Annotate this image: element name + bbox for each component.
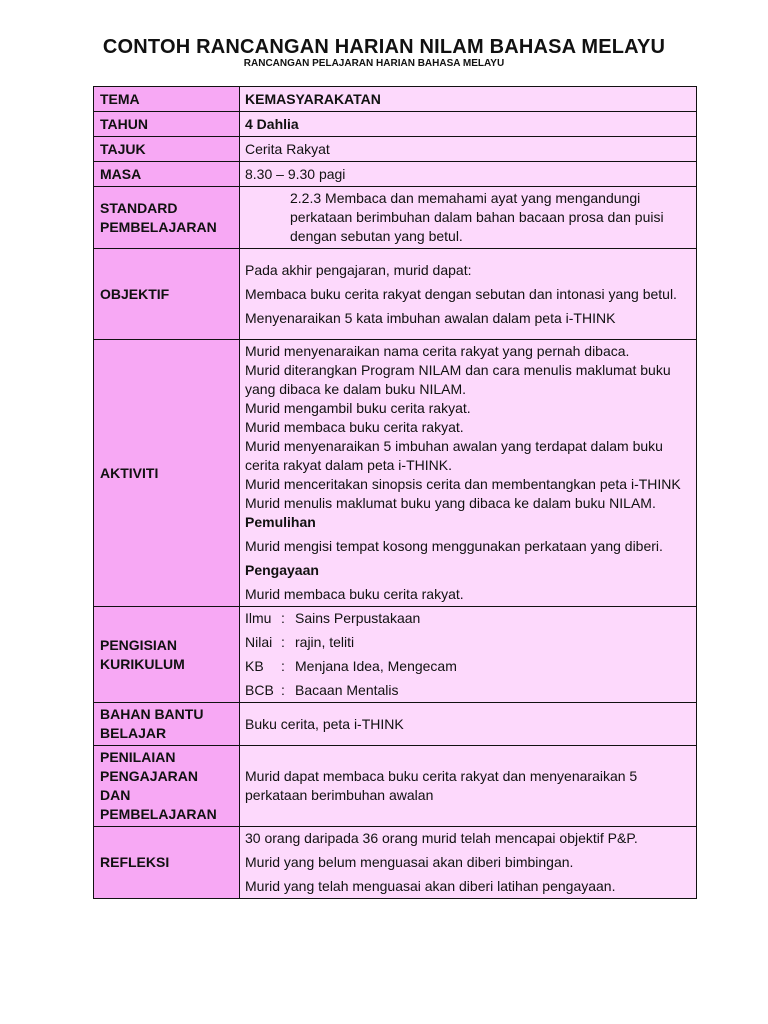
row-bahan xyxy=(94,703,697,746)
label-tema: TEMA xyxy=(94,87,240,112)
row-refleksi xyxy=(94,827,697,899)
value-objektif xyxy=(240,249,697,340)
label-penilaian xyxy=(94,746,240,827)
row-objektif xyxy=(94,249,697,340)
label-refleksi: REFLEKSI xyxy=(94,827,240,899)
value-tajuk: Cerita Rakyat xyxy=(240,137,697,162)
row-tahun xyxy=(94,112,697,137)
page-title: CONTOH RANCANGAN HARIAN NILAM BAHASA MELAYU xyxy=(102,36,666,58)
row-aktiviti xyxy=(94,340,697,607)
pengisian-value: Menjana Idea, Mengecam xyxy=(295,658,457,674)
label-tahun: TAHUN xyxy=(94,112,240,137)
aktiviti-item: Murid menceritakan sinopsis cerita dan membentangkan peta i-THINK xyxy=(245,476,681,492)
label-pengisian xyxy=(94,607,240,703)
aktiviti-item: Murid menyenaraikan nama cerita rakyat yang pernah dibaca. xyxy=(245,343,630,359)
row-penilaian xyxy=(94,746,697,827)
lesson-plan-table xyxy=(93,86,697,899)
label-masa: MASA xyxy=(94,162,240,187)
label-penilaian-line: PENGAJARAN xyxy=(100,768,199,784)
pengisian-key: BCB xyxy=(245,682,274,698)
label-bahan xyxy=(94,703,240,746)
refleksi-item: Murid yang telah menguasai akan diberi latihan pengayaan. xyxy=(245,878,616,894)
pengayaan-heading: Pengayaan xyxy=(245,562,319,578)
objektif-item: Membaca buku cerita rakyat dengan sebutan dan intonasi yang betul. xyxy=(245,285,677,302)
pengisian-item: KB : Menjana Idea, Mengecam xyxy=(245,658,457,674)
label-bahan-line1: BAHAN BANTU xyxy=(100,706,204,722)
label-standard-line2: PEMBELAJARAN xyxy=(100,218,217,235)
label-standard xyxy=(94,187,240,249)
aktiviti-item: Murid menyenaraikan 5 imbuhan awalan yang terdapat dalam buku cerita rakyat dalam peta i-THINK. xyxy=(245,438,663,473)
pemulihan-heading: Pemulihan xyxy=(245,514,316,530)
aktiviti-item: Murid diterangkan Program NILAM dan cara menulis maklumat buku yang dibaca ke dalam buku NILAM. xyxy=(245,362,671,397)
pengisian-item: Ilmu : Sains Perpustakaan xyxy=(245,610,421,626)
objektif-intro: Pada akhir pengajaran, murid dapat: xyxy=(245,261,472,278)
label-aktiviti: AKTIVITI xyxy=(94,340,240,607)
label-penilaian-line: DAN xyxy=(100,787,131,803)
pengisian-item: BCB : Bacaan Mentalis xyxy=(245,682,399,698)
value-aktiviti xyxy=(240,340,697,607)
value-tahun: 4 Dahlia xyxy=(240,112,697,137)
label-standard-line1: STANDARD xyxy=(100,199,178,216)
value-bahan: Buku cerita, peta i-THINK xyxy=(240,703,697,746)
pemulihan-text: Murid mengisi tempat kosong menggunakan perkataan yang diberi. xyxy=(245,538,663,554)
row-tajuk xyxy=(94,137,697,162)
pengisian-value: Bacaan Mentalis xyxy=(295,682,399,698)
pengisian-item: Nilai : rajin, teliti xyxy=(245,634,355,650)
pengisian-key: Ilmu xyxy=(245,610,272,626)
value-tema: KEMASYARAKATAN xyxy=(240,87,697,112)
label-tajuk: TAJUK xyxy=(94,137,240,162)
row-tema xyxy=(94,87,697,112)
value-standard xyxy=(240,187,697,249)
label-bahan-line2: BELAJAR xyxy=(100,725,167,741)
row-pengisian xyxy=(94,607,697,703)
standard-text: 2.2.3 Membaca dan memahami ayat yang mengandungi perkataan berimbuhan dalam bahan bacaan prosa dan puisi dengan sebutan yang betul. xyxy=(290,190,664,244)
label-objektif: OBJEKTIF xyxy=(94,249,240,340)
value-refleksi xyxy=(240,827,697,899)
value-masa: 8.30 – 9.30 pagi xyxy=(240,162,697,187)
refleksi-item: 30 orang daripada 36 orang murid telah mencapai objektif P&P. xyxy=(245,830,638,846)
page-subtitle: RANCANGAN PELAJARAN HARIAN BAHASA MELAYU xyxy=(243,58,505,69)
label-penilaian-line: PENILAIAN xyxy=(100,749,176,765)
pengisian-key: KB xyxy=(245,658,264,674)
aktiviti-item: Murid membaca buku cerita rakyat. xyxy=(245,419,464,435)
objektif-item: Menyenaraikan 5 kata imbuhan awalan dalam peta i-THINK xyxy=(245,309,616,326)
label-pengisian-line2: KURIKULUM xyxy=(100,655,185,672)
pengisian-value: Sains Perpustakaan xyxy=(295,610,421,626)
value-pengisian xyxy=(240,607,697,703)
row-standard xyxy=(94,187,697,249)
value-penilaian: Murid dapat membaca buku cerita rakyat dan menyenaraikan 5 perkataan berimbuhan awalan xyxy=(240,746,697,827)
pengayaan-text: Murid membaca buku cerita rakyat. xyxy=(245,586,464,602)
label-pengisian-line1: PENGISIAN xyxy=(100,636,178,653)
row-masa xyxy=(94,162,697,187)
pengisian-value: rajin, teliti xyxy=(295,634,355,650)
label-penilaian-line: PEMBELAJARAN xyxy=(100,806,217,822)
pengisian-key: Nilai xyxy=(245,634,273,650)
refleksi-item: Murid yang belum menguasai akan diberi bimbingan. xyxy=(245,854,574,870)
aktiviti-item: Murid menulis maklumat buku yang dibaca ke dalam buku NILAM. xyxy=(245,495,656,511)
aktiviti-item: Murid mengambil buku cerita rakyat. xyxy=(245,400,471,416)
